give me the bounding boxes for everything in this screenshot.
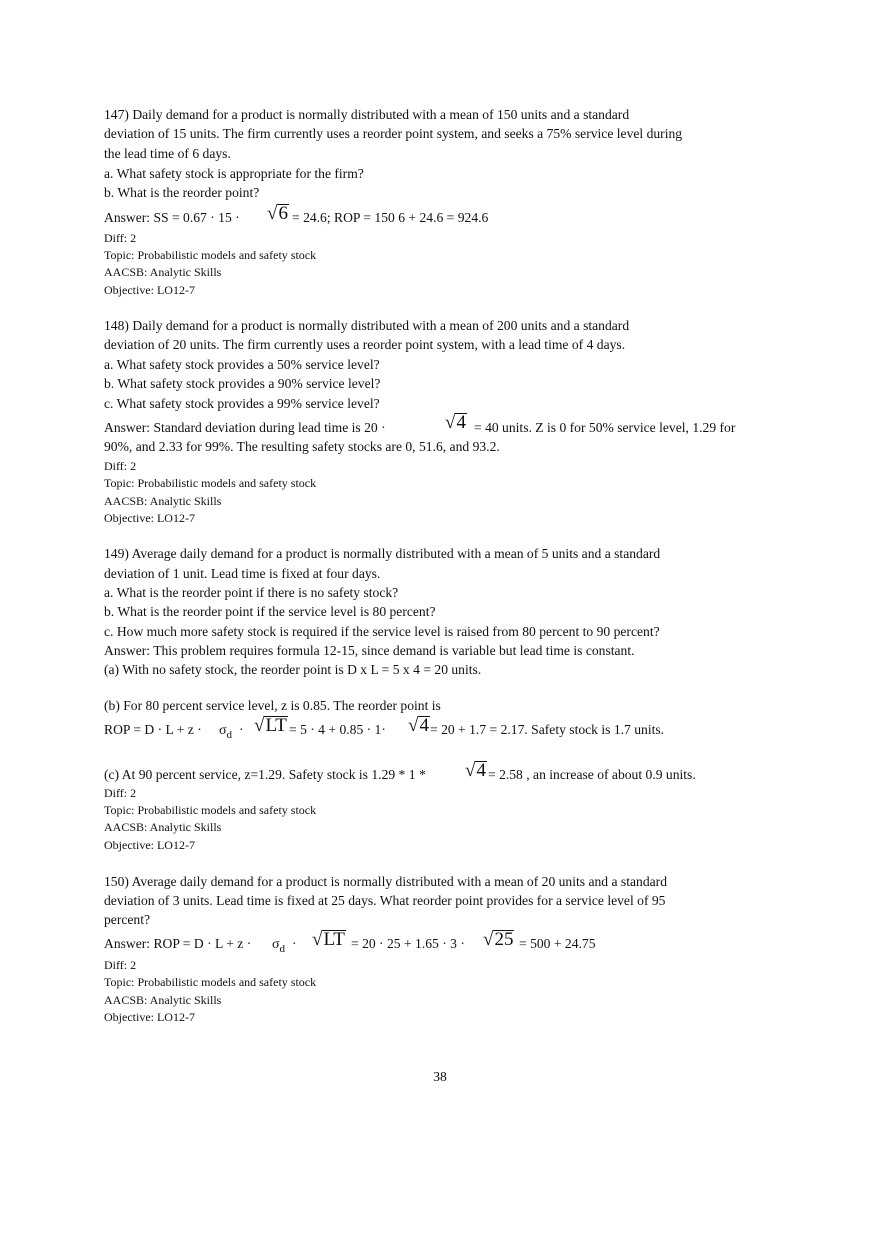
- q147-part-a: a. What safety stock is appropriate for the firm?: [104, 166, 364, 181]
- q148-sqrt: [445, 412, 467, 434]
- q149-rop-dot: ·: [239, 722, 244, 737]
- q147-answer-right: = 24.6; ROP = 150 6 + 24.6 = 924.6: [292, 210, 489, 225]
- sqrt-icon: √: [483, 929, 494, 950]
- q149-line-1: 149) Average daily demand for a product is normally distributed with a mean of 5 units and a standard: [104, 546, 661, 561]
- q147-objective: Objective: LO12-7: [104, 283, 195, 297]
- q149-part-a: a. What is the reorder point if there is no safety stock?: [104, 585, 399, 600]
- q148-line-1: 148) Daily demand for a product is normally distributed with a mean of 200 units and a standard: [104, 318, 630, 333]
- q149-rop-left: ROP = D · L + z ·: [104, 722, 202, 737]
- q149-part-b: b. What is the reorder point if the service level is 80 percent?: [104, 604, 436, 619]
- q148-answer-left: Answer: Standard deviation during lead time is 20 ·: [104, 420, 386, 435]
- q150-sqrt-25-value: 25: [494, 929, 514, 950]
- sigma-symbol: σ: [219, 723, 227, 738]
- q149-rop-sqrt-4-value: 4: [419, 715, 429, 736]
- sqrt-icon: √: [408, 715, 419, 736]
- q149-line-2: deviation of 1 unit. Lead time is fixed at four days.: [104, 566, 381, 581]
- q149-answer-c-sqrt-value: 4: [476, 760, 486, 781]
- q147-aacsb: AACSB: Analytic Skills: [104, 265, 222, 279]
- q149-answer-a: (a) With no safety stock, the reorder point is D x L = 5 x 4 = 20 units.: [104, 662, 482, 677]
- sqrt-icon: √: [312, 929, 323, 950]
- q148-diff: Diff: 2: [104, 459, 137, 473]
- sqrt-icon: √: [254, 715, 265, 736]
- q150-sqrt-lt: [312, 929, 346, 951]
- q149-rop-sqrt-4: [408, 715, 430, 737]
- q150-sigma: [272, 936, 285, 958]
- q149-rop-mid: = 5 · 4 + 0.85 · 1·: [289, 722, 386, 737]
- q147-line-1: 147) Daily demand for a product is normally distributed with a mean of 150 units and a standard: [104, 107, 630, 122]
- q148-answer-right: = 40 units. Z is 0 for 50% service level, 1.29 for: [474, 420, 736, 435]
- q149-objective: Objective: LO12-7: [104, 838, 195, 852]
- page-number: 38: [433, 1069, 447, 1084]
- sqrt-icon: √: [267, 203, 278, 224]
- q149-rop-sqrt-lt: [254, 715, 288, 737]
- q149-rop-right: = 20 + 1.7 = 2.17. Safety stock is 1.7 units.: [430, 722, 665, 737]
- q148-aacsb: AACSB: Analytic Skills: [104, 494, 222, 508]
- q147-answer-left: Answer: SS = 0.67 · 15 ·: [104, 210, 240, 225]
- q150-objective: Objective: LO12-7: [104, 1010, 195, 1024]
- q147-line-3: the lead time of 6 days.: [104, 146, 231, 161]
- sigma-subscript: d: [226, 728, 233, 741]
- q150-line-1: 150) Average daily demand for a product is normally distributed with a mean of 20 units and a standard: [104, 874, 667, 889]
- q150-line-3: percent?: [104, 912, 151, 927]
- q147-sqrt-value: 6: [278, 203, 288, 224]
- q148-objective: Objective: LO12-7: [104, 511, 195, 525]
- q147-sqrt: [267, 203, 289, 225]
- q148-answer-cont: 90%, and 2.33 for 99%. The resulting safety stocks are 0, 51.6, and 93.2.: [104, 439, 500, 454]
- q150-answer-left: Answer: ROP = D · L + z ·: [104, 936, 252, 951]
- q147-line-2: deviation of 15 units. The firm currently uses a reorder point system, and seeks a 75% service level during: [104, 126, 683, 141]
- q149-answer-intro: Answer: This problem requires formula 12-15, since demand is variable but lead time is constant.: [104, 643, 635, 658]
- q150-sqrt-lt-value: LT: [323, 929, 345, 950]
- sigma-subscript: d: [279, 942, 286, 955]
- q148-part-c: c. What safety stock provides a 99% service level?: [104, 396, 380, 411]
- q150-topic: Topic: Probabilistic models and safety stock: [104, 975, 317, 989]
- sigma-symbol: σ: [272, 937, 280, 952]
- sqrt-icon: √: [445, 412, 456, 433]
- q149-aacsb: AACSB: Analytic Skills: [104, 820, 222, 834]
- q149-answer-b-intro: (b) For 80 percent service level, z is 0.85. The reorder point is: [104, 698, 441, 713]
- sqrt-icon: √: [465, 760, 476, 781]
- q150-aacsb: AACSB: Analytic Skills: [104, 993, 222, 1007]
- q149-answer-c-right: = 2.58 , an increase of about 0.9 units.: [488, 767, 696, 782]
- q150-dot: ·: [292, 936, 297, 951]
- q149-rop-sigma: [219, 722, 232, 744]
- q150-answer-mid: = 20 · 25 + 1.65 · 3 ·: [351, 936, 465, 951]
- q148-topic: Topic: Probabilistic models and safety stock: [104, 476, 317, 490]
- q150-diff: Diff: 2: [104, 958, 137, 972]
- q148-part-a: a. What safety stock provides a 50% service level?: [104, 357, 380, 372]
- q150-answer-right: = 500 + 24.75: [519, 936, 596, 951]
- q148-sqrt-value: 4: [456, 412, 466, 433]
- q148-part-b: b. What safety stock provides a 90% service level?: [104, 376, 381, 391]
- q149-rop-sqrt-lt-value: LT: [265, 715, 287, 736]
- q150-line-2: deviation of 3 units. Lead time is fixed at 25 days. What reorder point provides for a service level of 95: [104, 893, 666, 908]
- q148-line-2: deviation of 20 units. The firm currently uses a reorder point system, with a lead time of 4 days.: [104, 337, 626, 352]
- q147-topic: Topic: Probabilistic models and safety stock: [104, 248, 317, 262]
- q149-answer-c-left: (c) At 90 percent service, z=1.29. Safety stock is 1.29 * 1 *: [104, 767, 426, 782]
- q147-diff: Diff: 2: [104, 231, 137, 245]
- q149-diff: Diff: 2: [104, 786, 137, 800]
- q149-topic: Topic: Probabilistic models and safety stock: [104, 803, 317, 817]
- q147-part-b: b. What is the reorder point?: [104, 185, 260, 200]
- q149-answer-c-sqrt: [465, 760, 487, 782]
- q149-part-c: c. How much more safety stock is required if the service level is raised from 80 percent to 90 percent?: [104, 624, 660, 639]
- q150-sqrt-25: [483, 929, 514, 951]
